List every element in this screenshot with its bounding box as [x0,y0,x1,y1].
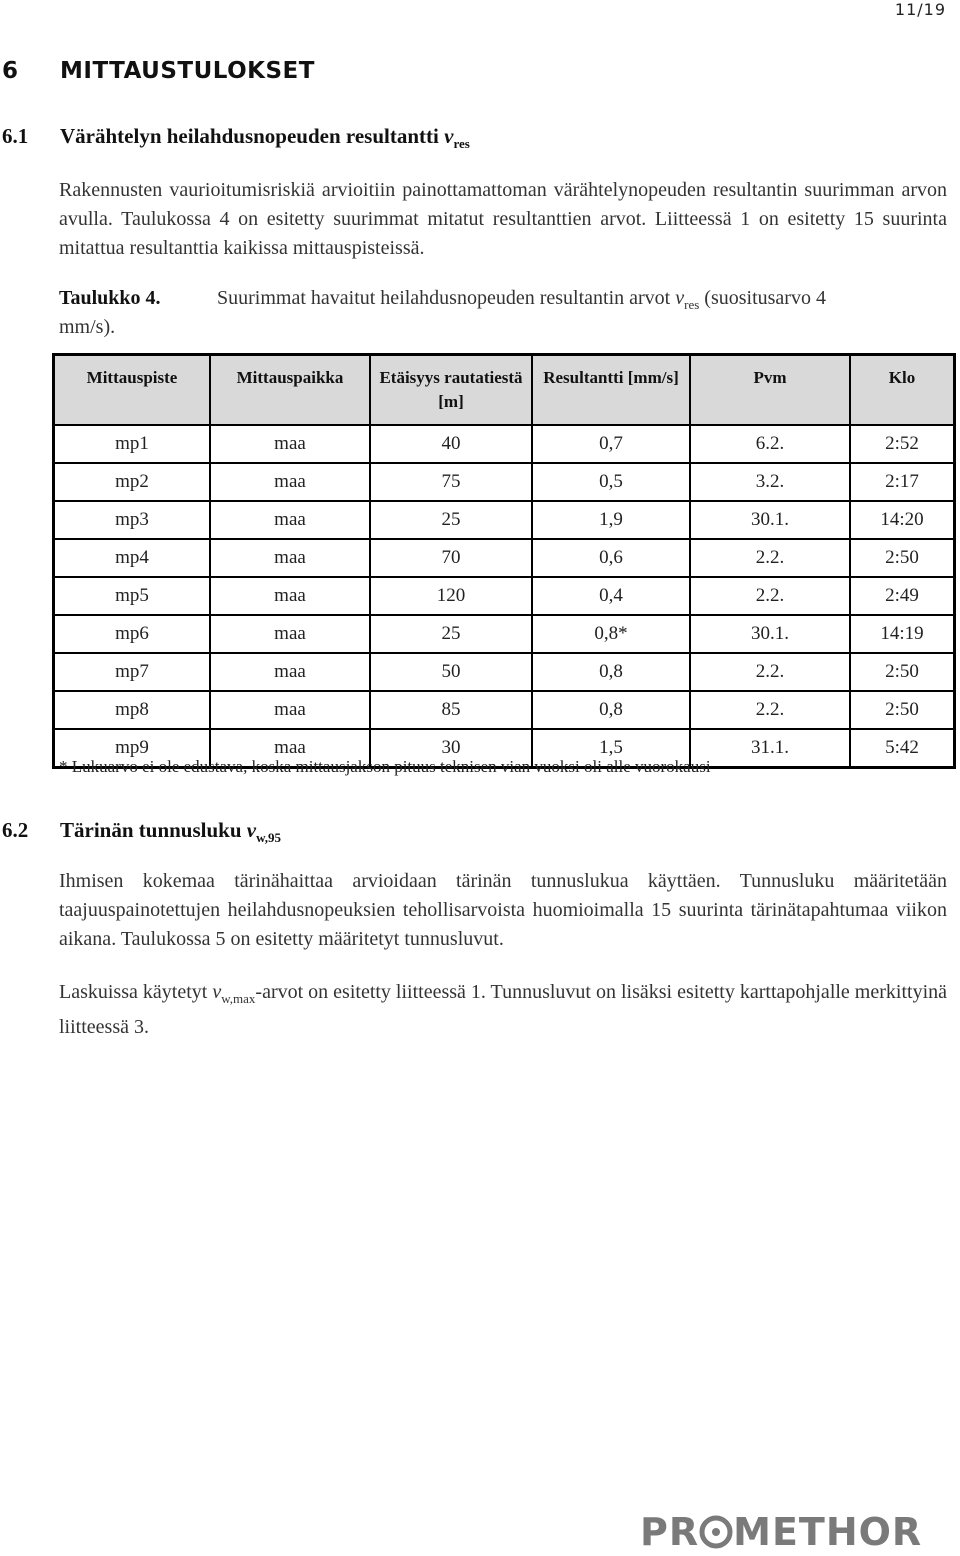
table-cell: mp3 [54,501,211,539]
table-cell: 30 [370,729,532,768]
paragraph-2: Ihmisen kokemaa tärinähaittaa arvioidaan tärinän tunnuslukua käyttäen. Tunnusluku määritetään taajuuspainotettujen heilahdusnopeuksien tehollisarvoista huomioimalla 15 suurinta tärinätapahtumaa viikon aikana. Taulukossa 5 on esitetty määritetyt tunnusluvut. [59,870,947,950]
table-cell: 30.1. [690,615,850,653]
table-cell: maa [210,615,370,653]
caption-symbol: v [675,287,685,309]
table-cell: mp1 [54,425,211,463]
table-cell: maa [210,691,370,729]
table-cell: 25 [370,615,532,653]
symbol-subscript: w,max [221,991,256,1006]
paragraph-3-pre: Laskuissa käytetyt [59,981,208,1003]
symbol-subscript: w,95 [256,830,282,846]
table-cell: maa [210,653,370,691]
table-cell: maa [210,463,370,501]
paragraph-1: Rakennusten vaurioitumisriskiä arvioitiin painottamattoman värähtelynopeuden resultantin suurimman arvon avulla. Taulukossa 4 on esitetty suurimmat mitatut resultanttien arvot. Liitteessä 1 on esitetty 15 suurinta mitattua resultanttia kaikissa mittauspisteissä. [59,179,947,259]
paragraph-3-post: -arvot on esitetty liitteessä 1. Tunnusluvut on lisäksi esitetty karttapohjalle merkittyinä liitteessä 3. [59,981,948,1038]
column-header: Resultantti [mm/s] [532,355,690,426]
table-cell: mp6 [54,615,211,653]
table-cell: mp7 [54,653,211,691]
table-cell: 2.2. [690,577,850,615]
logo-text-end: METHOR [733,1510,923,1554]
column-header: Mittauspaikka [210,355,370,426]
table-cell: 85 [370,691,532,729]
results-table [52,353,956,769]
table-caption-label: Taulukko 4. [59,287,161,309]
table-cell: 0,8* [532,615,690,653]
table-row [54,577,955,615]
table-cell: 14:19 [850,615,955,653]
table-cell: 3.2. [690,463,850,501]
section-number: 6.2 [2,818,29,842]
table-cell: mp9 [54,729,211,768]
table-cell: 2.2. [690,691,850,729]
table-row [54,615,955,653]
table-cell: 0,7 [532,425,690,463]
logo-o-icon [699,1515,733,1549]
table-row [54,653,955,691]
section-number: 6.1 [2,124,29,148]
logo-text-start: PR [640,1510,700,1554]
table-cell: maa [210,501,370,539]
table-cell: 0,4 [532,577,690,615]
symbol: v [444,124,454,148]
table-cell: mp2 [54,463,211,501]
table-caption-text [217,287,826,313]
table-cell: 0,5 [532,463,690,501]
table-cell: 1,9 [532,501,690,539]
section-title: Värähtelyn heilahdusnopeuden resultantti [60,124,439,148]
table-cell: 2:50 [850,653,955,691]
table-cell: 120 [370,577,532,615]
section-heading-6 [0,58,315,84]
table-cell: 0,6 [532,539,690,577]
table-footnote: * Lukuarvo ei ole edustava, koska mittausjakson pituus teknisen vian vuoksi oli alle vuorokausi [59,757,711,776]
section-title: MITTAUSTULOKSET [60,58,315,84]
table-cell: 2.2. [690,653,850,691]
table-cell: 0,8 [532,691,690,729]
table-caption-continuation: mm/s). [59,316,116,338]
column-header: Etäisyys rautatiestä [m] [370,355,532,426]
table-cell: 70 [370,539,532,577]
paragraph-3 [59,978,947,1042]
table-body [54,425,955,768]
section-heading-6-1 [0,124,470,152]
table-cell: 25 [370,501,532,539]
table-row [54,539,955,577]
table-cell: 2:52 [850,425,955,463]
table-cell: mp4 [54,539,211,577]
table-cell: 2.2. [690,539,850,577]
caption-text-pre: Suurimmat havaitut heilahdusnopeuden resultantin arvot [217,287,671,309]
symbol: v [246,818,257,842]
table-cell: 2:17 [850,463,955,501]
table-cell: 2:49 [850,577,955,615]
table-cell: mp8 [54,691,211,729]
table-cell: 2:50 [850,691,955,729]
table-cell: 40 [370,425,532,463]
table-row [54,501,955,539]
caption-symbol-subscript: res [684,297,700,312]
section-title: Tärinän tunnusluku [60,818,242,842]
table-cell: 1,5 [532,729,690,768]
table-row [54,691,955,729]
caption-text-post: (suositusarvo 4 [704,287,826,309]
promethor-logo [640,1510,922,1554]
table-cell: 31.1. [690,729,850,768]
table-header-row [54,355,955,426]
column-header: Mittauspiste [54,355,211,426]
table-cell: mp5 [54,577,211,615]
table-cell: maa [210,729,370,768]
section-heading-6-2 [0,818,281,846]
column-header: Pvm [690,355,850,426]
table-cell: 50 [370,653,532,691]
table-cell: 0,8 [532,653,690,691]
symbol: v [212,981,222,1003]
section-number: 6 [2,58,19,84]
table-cell: 75 [370,463,532,501]
page-number: 11/19 [894,0,946,19]
table-cell: 2:50 [850,539,955,577]
column-header: Klo [850,355,955,426]
table-row [54,463,955,501]
table-cell: 6.2. [690,425,850,463]
table-row [54,425,955,463]
table-cell: 14:20 [850,501,955,539]
table-cell: 30.1. [690,501,850,539]
table-cell: maa [210,539,370,577]
table-cell: maa [210,425,370,463]
table-cell: maa [210,577,370,615]
symbol-subscript: res [453,136,470,152]
table-cell: 5:42 [885,737,919,758]
